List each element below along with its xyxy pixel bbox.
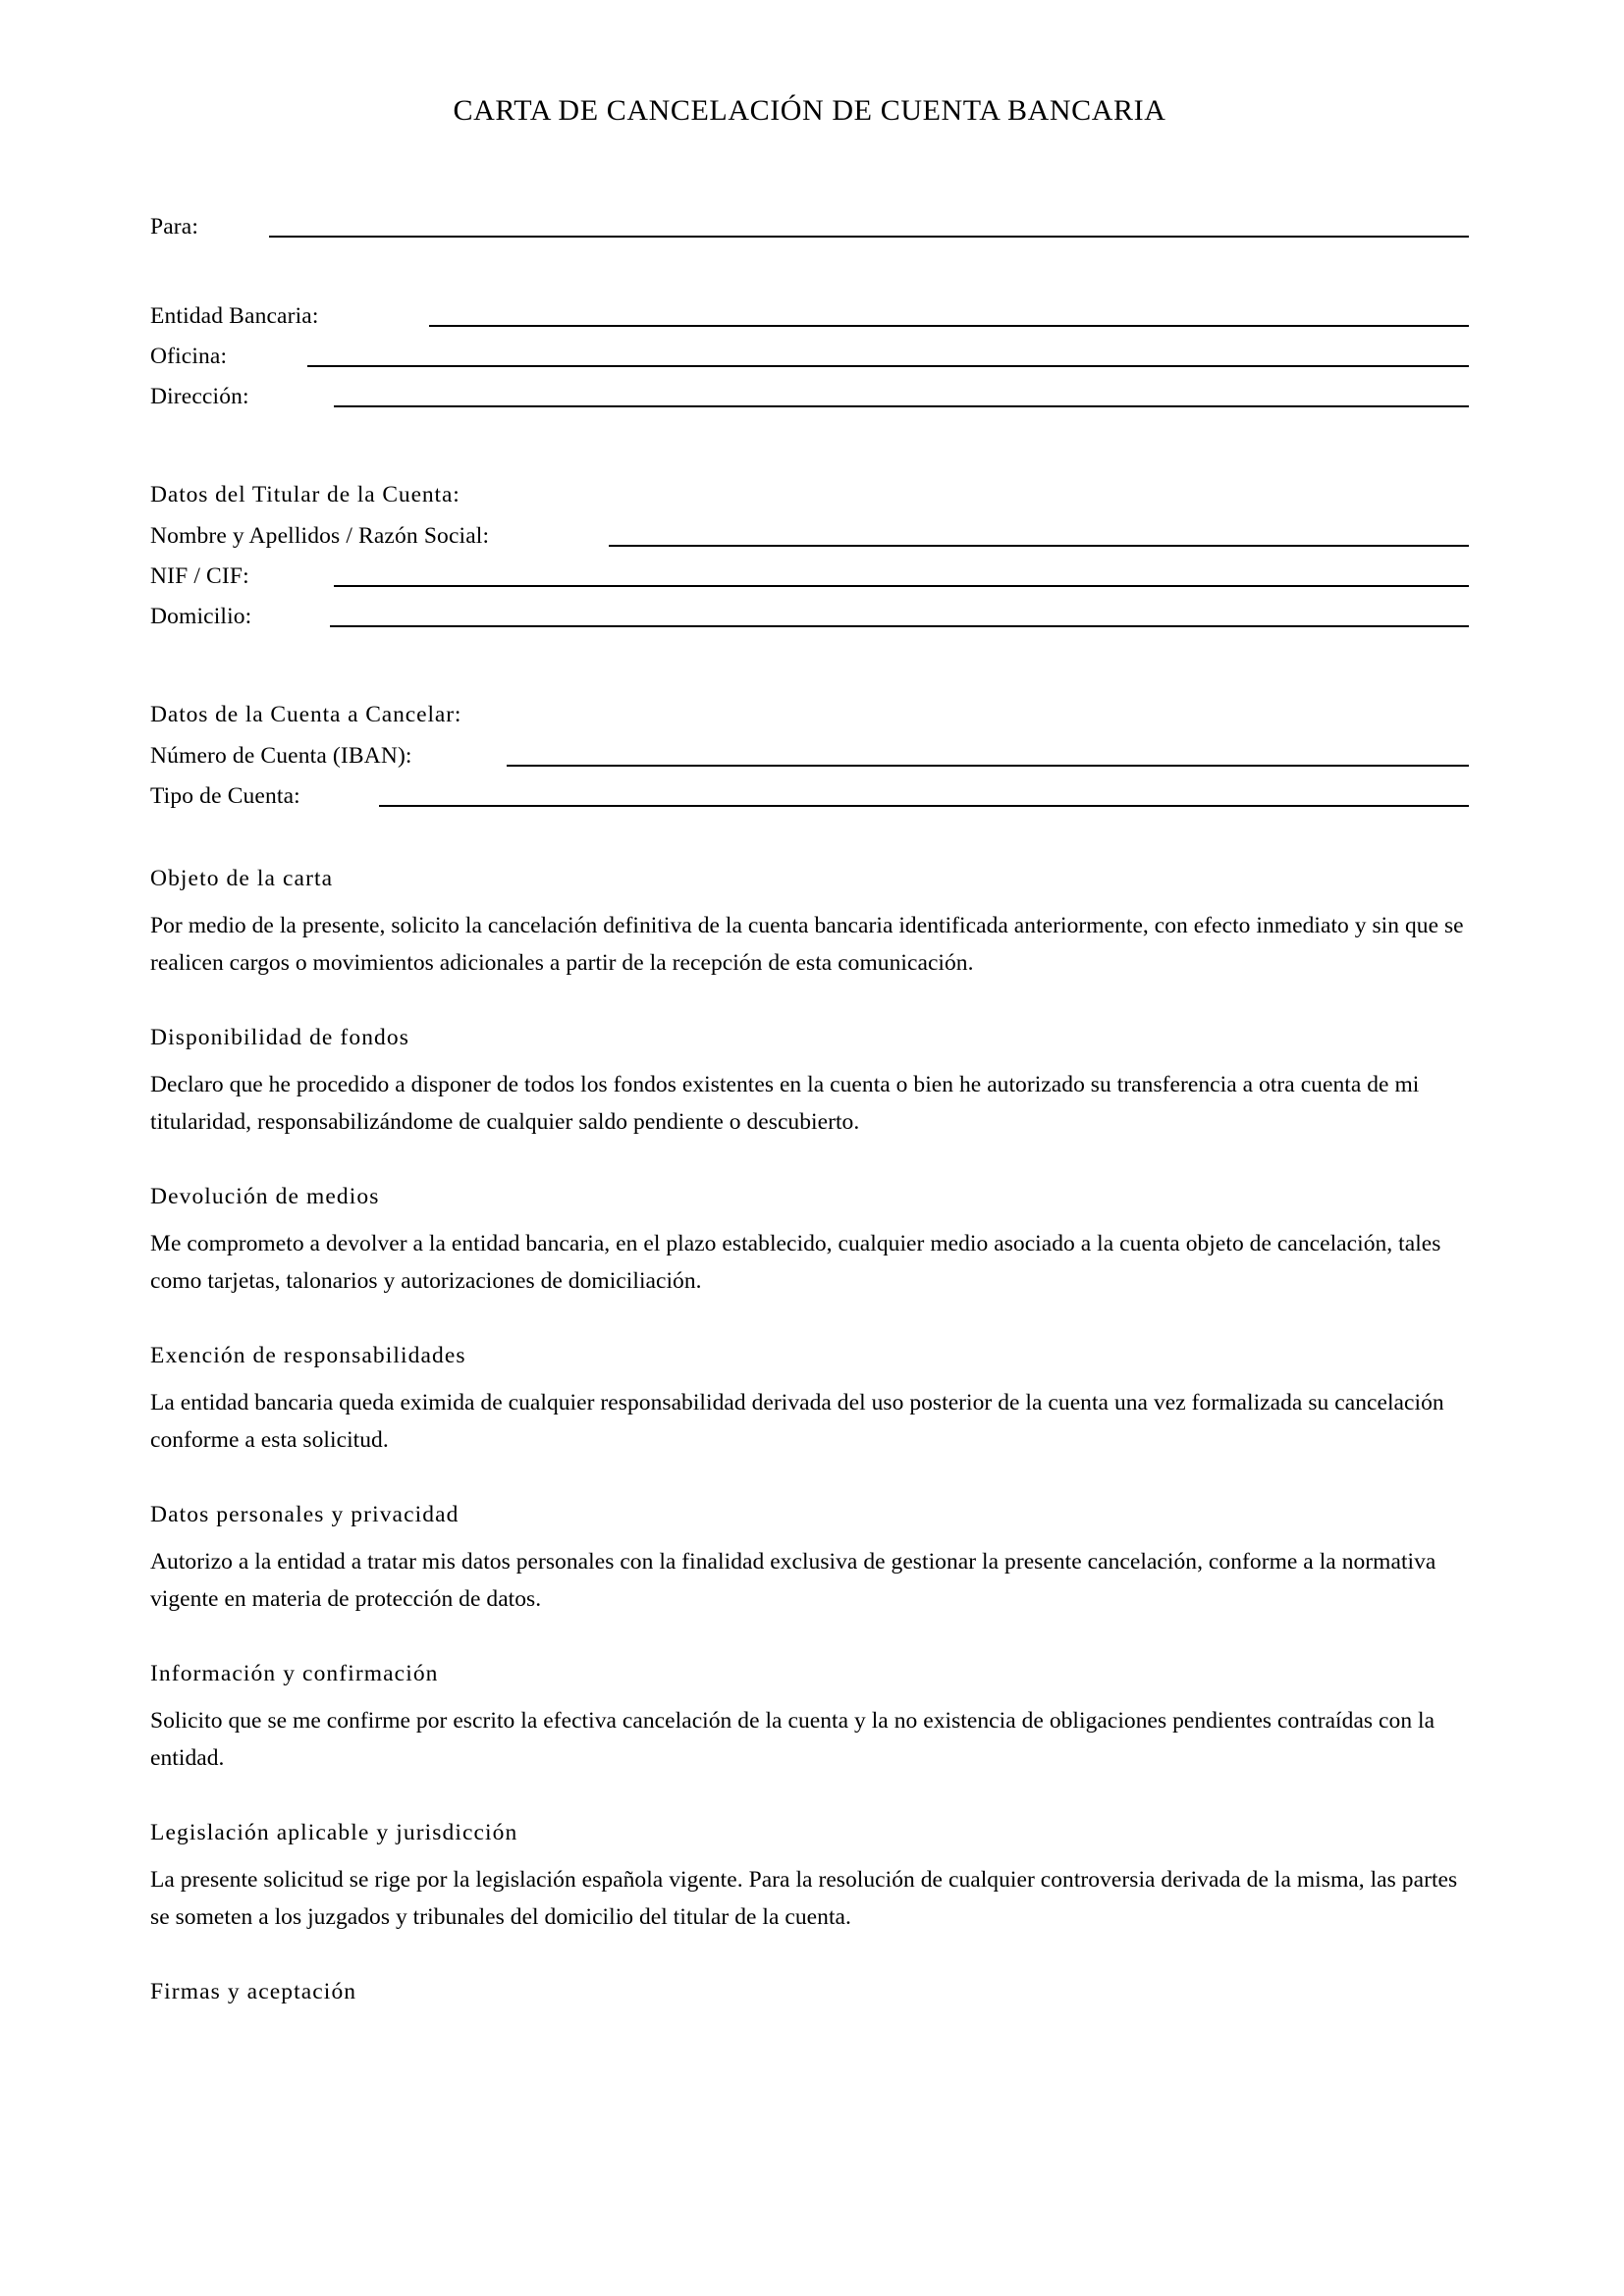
tipo-cuenta-label: Tipo de Cuenta: [150,783,300,809]
clause-body: La entidad bancaria queda eximida de cualquier responsabilidad derivada del uso posterior de la cuenta una vez formalizada su cancelación conforme a esta solicitud. [150,1390,1444,1453]
clause-objeto-de-la-carta [150,862,1469,982]
account-section-row [150,690,1469,730]
clause-heading: Datos personales y privacidad [150,1502,460,1527]
clause-body: Declaro que he procedido a disponer de todos los fondos existentes en la cuenta o bien he autorizado su transferencia a otra cuenta de mi titularidad, responsabilizándome de cualquier saldo pendiente o descubierto. [150,1072,1420,1135]
clause-heading: Legislación aplicable y jurisdicción [150,1820,518,1845]
clause-heading: Exención de responsabilidades [150,1343,466,1368]
iban-input-line[interactable] [507,765,1469,767]
nombre-input-line[interactable] [609,545,1469,547]
entidad-bancaria-input-line[interactable] [429,325,1469,327]
clause-heading: Devolución de medios [150,1184,380,1209]
clause-devolucion-de-medios [150,1180,1469,1300]
field-row-oficina [150,331,1469,371]
nif-cif-input-line[interactable] [334,585,1469,587]
field-row-direccion [150,371,1469,411]
oficina-label: Oficina: [150,344,228,369]
recipient-block [150,201,1469,241]
holder-section-label: Datos del Titular de la Cuenta: [150,482,460,507]
clause-exencion-de-responsabilidades [150,1339,1469,1459]
field-row-domicilio [150,591,1469,631]
account-section-label: Datos de la Cuenta a Cancelar: [150,702,462,727]
clause-heading: Información y confirmación [150,1661,439,1686]
clause-body: La presente solicitud se rige por la legislación española vigente. Para la resolución de cualquier controversia derivada de la misma, las partes se someten a los juzgados y tribunales del domicilio del titular de la cuenta. [150,1867,1458,1930]
field-row-nombre [150,510,1469,551]
field-row-nif-cif [150,551,1469,591]
clause-legislacion-aplicable-y-jurisdiccion [150,1816,1469,1936]
domicilio-label: Domicilio: [150,604,252,629]
domicilio-input-line[interactable] [330,625,1469,627]
nombre-label: Nombre y Apellidos / Razón Social: [150,523,490,549]
clause-body: Autorizo a la entidad a tratar mis datos personales con la finalidad exclusiva de gestionar la presente cancelación, conforme a la normativa vigente en materia de protección de datos. [150,1549,1436,1612]
clause-informacion-y-confirmacion [150,1657,1469,1777]
clause-datos-personales-y-privacidad [150,1498,1469,1618]
field-row-tipo-cuenta [150,771,1469,811]
clause-firmas-y-aceptacion [150,1975,1469,2008]
field-row-entidad-bancaria [150,291,1469,331]
clause-heading: Firmas y aceptación [150,1979,357,2004]
clause-body: Por medio de la presente, solicito la cancelación definitiva de la cuenta bancaria identificada anteriormente, con efecto inmediato y sin que se realicen cargos o movimientos adicionales a partir de la recepción de esta comunicación. [150,913,1464,976]
clause-heading: Objeto de la carta [150,866,334,891]
document-content [150,0,1469,2020]
direccion-label: Dirección: [150,384,249,409]
field-row-iban [150,730,1469,771]
para-input-line[interactable] [269,236,1469,238]
clauses-container [150,862,1469,2008]
bank-block [150,291,1469,411]
clause-body: Me comprometo a devolver a la entidad bancaria, en el plazo establecido, cualquier medio asociado a la cuenta objeto de cancelación, tales como tarjetas, talonarios y autorizaciones de domiciliación. [150,1231,1441,1294]
direccion-input-line[interactable] [334,405,1469,407]
page-title: CARTA DE CANCELACIÓN DE CUENTA BANCARIA [453,94,1166,127]
iban-label: Número de Cuenta (IBAN): [150,743,412,769]
clause-disponibilidad-de-fondos [150,1021,1469,1141]
tipo-cuenta-input-line[interactable] [379,805,1469,807]
field-row-para [150,201,1469,241]
clause-body: Solicito que se me confirme por escrito la efectiva cancelación de la cuenta y la no existencia de obligaciones pendientes contraídas con la entidad. [150,1708,1435,1771]
nif-cif-label: NIF / CIF: [150,563,249,589]
para-label: Para: [150,214,199,240]
account-block [150,690,1469,811]
holder-block [150,470,1469,631]
entidad-bancaria-label: Entidad Bancaria: [150,303,319,329]
clause-heading: Disponibilidad de fondos [150,1025,409,1050]
holder-section-row [150,470,1469,510]
oficina-input-line[interactable] [307,365,1469,367]
